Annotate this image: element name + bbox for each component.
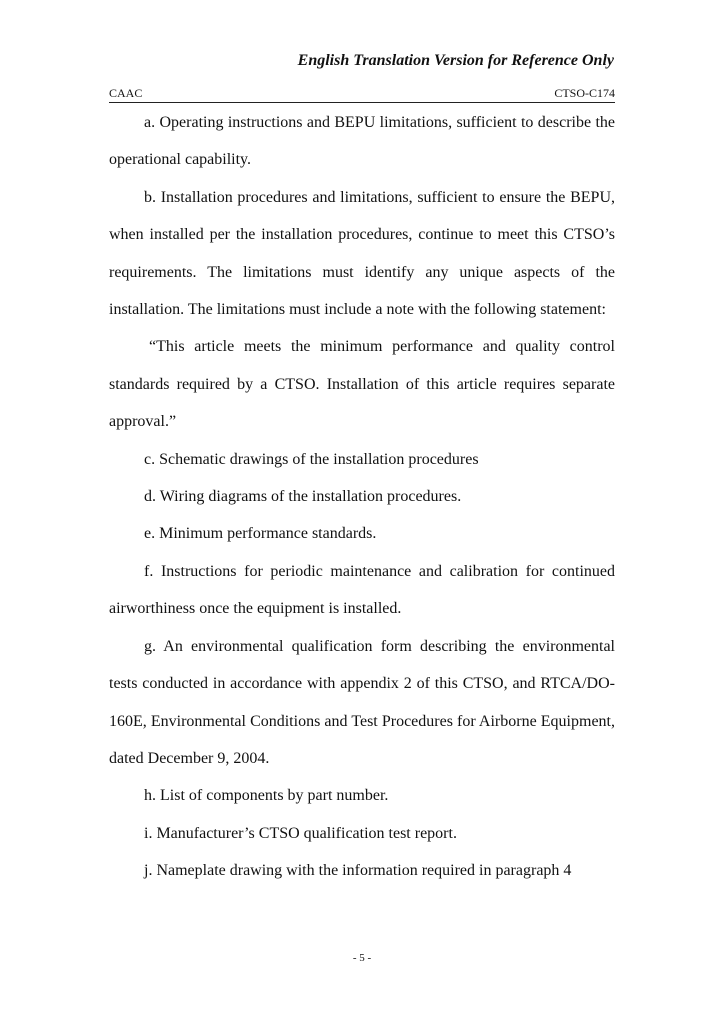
- paragraph-h: h. List of components by part number.: [144, 787, 389, 805]
- paragraph-b: b. Installation procedures and limitations, sufficient to ensure the BEPU, when installed per the installation procedures, continue to meet this CTSO’s requirements. The limitations must identify any unique aspects of the installation. The limitations must include a note with the following statement:: [109, 188, 615, 319]
- paragraph-d: d. Wiring diagrams of the installation procedures.: [144, 488, 462, 506]
- paragraph-a: a. Operating instructions and BEPU limitations, sufficient to describe the operational capability.: [109, 114, 615, 169]
- translation-banner: English Translation Version for Reference Only: [297, 52, 614, 69]
- header-organization: CAAC: [109, 86, 143, 100]
- paragraph-e: e. Minimum performance standards.: [144, 525, 377, 543]
- paragraph-c: c. Schematic drawings of the installation procedures: [144, 450, 479, 468]
- header-document-id: CTSO-C174: [554, 86, 615, 100]
- paragraph-g: g. An environmental qualification form describing the environmental tests conducted in accordance with appendix 2 of this CTSO, and RTCA/DO-160E, Environmental Conditions and Test Procedures for Airborne Equipment, dated December 9, 2004.: [109, 637, 615, 767]
- paragraph-f: f. Instructions for periodic maintenance and calibration for continued airworthiness once the equipment is installed.: [109, 562, 615, 618]
- quoted-statement: “This article meets the minimum performance and quality control standards required by a CTSO. Installation of this article requires separate approval.”: [109, 338, 615, 431]
- paragraph-j: j. Nameplate drawing with the information required in paragraph 4: [144, 862, 572, 880]
- page-header: [109, 86, 615, 103]
- paragraph-i: i. Manufacturer’s CTSO qualification test report.: [144, 824, 457, 842]
- document-body: [109, 104, 615, 890]
- page-number: - 5 -: [352, 952, 372, 964]
